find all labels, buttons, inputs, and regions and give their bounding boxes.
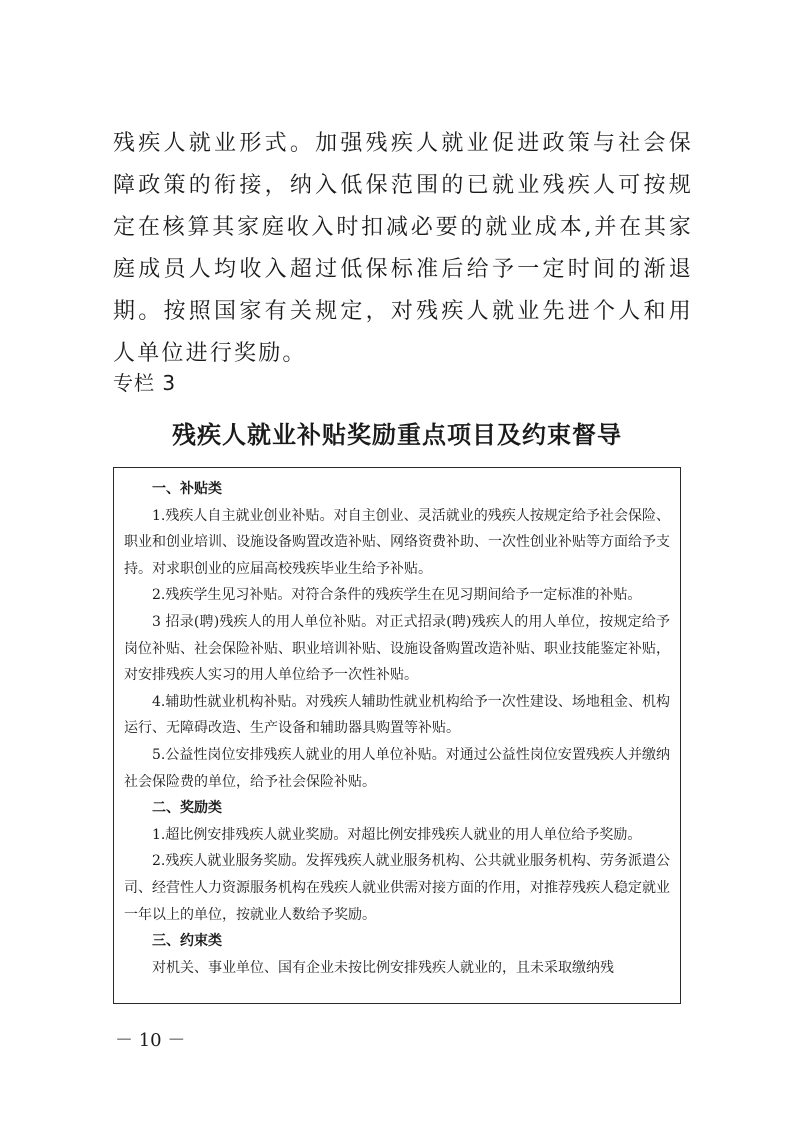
- section-heading-constraints: 三、约束类: [152, 933, 222, 950]
- box-title: 残疾人就业补贴奖励重点项目及约束督导: [172, 421, 622, 449]
- policy-box: [113, 467, 681, 1004]
- subsidy-item: 2.残疾学生见习补贴。对符合条件的残疾学生在见习期间给予一定标准的补贴。: [152, 587, 642, 604]
- subsidy-item: 3 招录(聘)残疾人的用人单位补贴。对正式招录(聘)残疾人的用人单位，按规定给予岗位补贴、社会保险补贴、职业培训补贴、设施设备购置改造补贴、职业技能鉴定补贴，对安排残疾人实习的用人单位给予一次性补贴。: [124, 613, 670, 684]
- subsidy-item: 5.公益性岗位安排残疾人就业的用人单位补贴。对通过公益性岗位安置残疾人并缴纳社会保险费的单位，给予社会保险补贴。: [124, 746, 670, 790]
- subsidy-item: 1.残疾人自主就业创业补贴。对自主创业、灵活就业的残疾人按规定给予社会保险、职业和创业培训、设施设备购置改造补贴、网络资费补助、一次性创业补贴等方面给予支持。对求职创业的应届高校残疾毕业生给予补贴。: [124, 507, 670, 577]
- constraint-item: 对机关、事业单位、国有企业未按比例安排残疾人就业的，且未采取缴纳残: [152, 959, 614, 976]
- reward-item: 1.超比例安排残疾人就业奖励。对超比例安排残疾人就业的用人单位给予奖励。: [152, 826, 642, 843]
- column-label: 专栏 3: [113, 371, 177, 395]
- section-heading-rewards: 二、奖励类: [152, 800, 222, 817]
- page-number: － 10 －: [115, 1030, 186, 1051]
- body-paragraph: 残疾人就业形式。加强残疾人就业促进政策与社会保障政策的衔接，纳入低保范围的已就业残疾人可按规定在核算其家庭收入时扣减必要的就业成本,并在其家庭成员人均收入超过低保标准后给予一定时间的渐退期。按照国家有关规定，对残疾人就业先进个人和用人单位进行奖励。: [113, 131, 693, 366]
- reward-item: 2.残疾人就业服务奖励。发挥残疾人就业服务机构、公共就业服务机构、劳务派遣公司、经营性人力资源服务机构在残疾人就业供需对接方面的作用，对推荐残疾人稳定就业一年以上的单位，按就业人数给予奖励。: [124, 853, 670, 923]
- section-heading-subsidies: 一、补贴类: [152, 481, 222, 497]
- subsidy-item: 4.辅助性就业机构补贴。对残疾人辅助性就业机构给予一次性建设、场地租金、机构运行、无障碍改造、生产设备和辅助器具购置等补贴。: [124, 693, 670, 737]
